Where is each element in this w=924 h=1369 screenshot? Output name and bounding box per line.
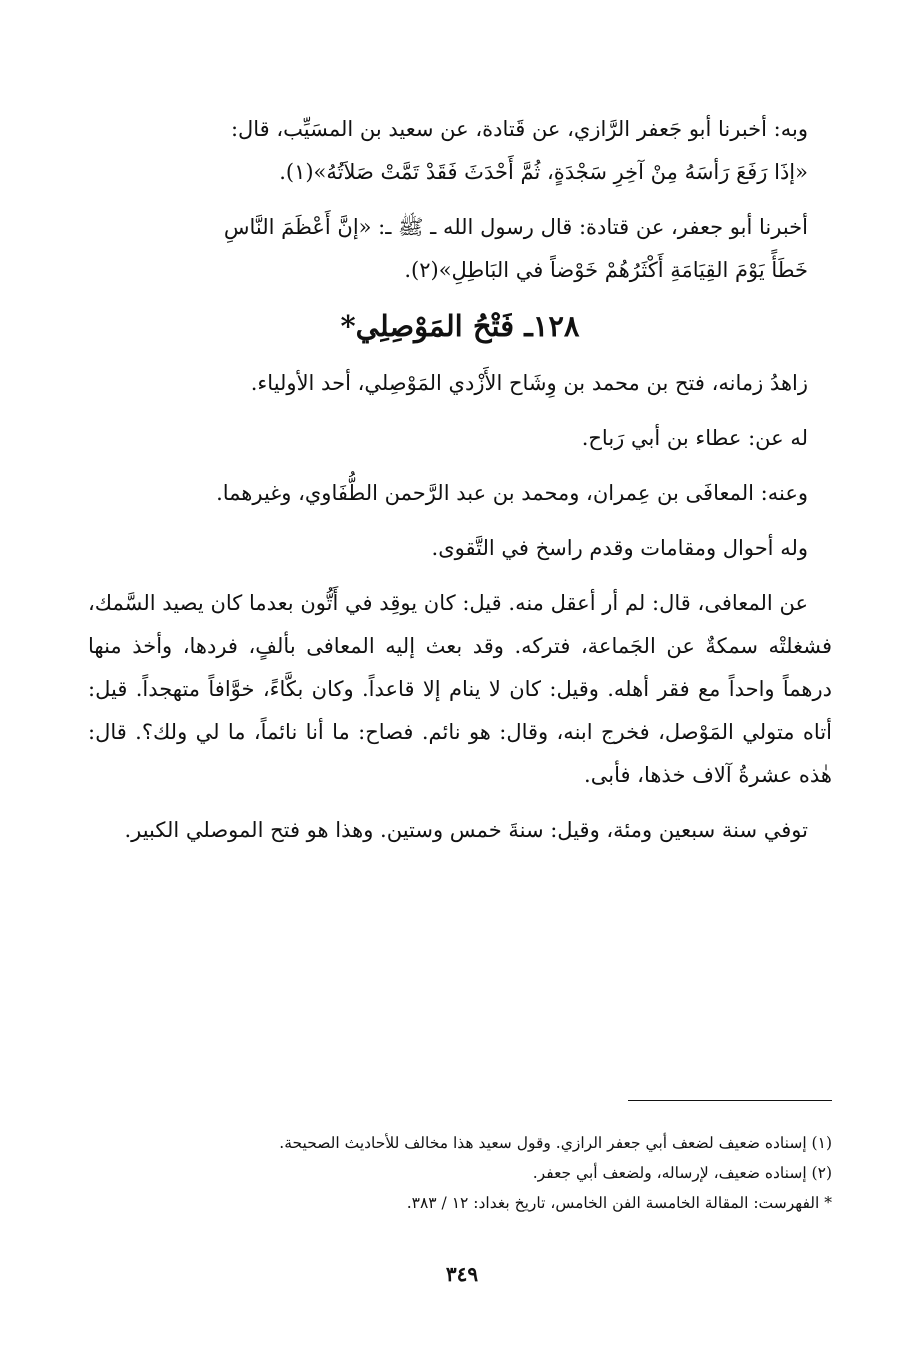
footnotes (88, 1128, 832, 1218)
footnote-source: * الفهرست: المقالة الخامسة الفن الخامس، تاريخ بغداد: ١٢ / ٣٨٣. (406, 1194, 832, 1212)
paragraph-narrates-from: له عن: عطاء بن أبي رَباح. (581, 426, 808, 450)
paragraph-line: وبه: أخبرنا أبو جَعفر الرَّازي، عن قَتادة، عن سعيد بن المسَيِّب، قال: (230, 117, 808, 141)
footnote-separator (628, 1100, 832, 1101)
paragraph-hadith-2 (88, 206, 832, 292)
page-number: ٣٤٩ (445, 1262, 479, 1286)
paragraph-story: عن المعافى، قال: لم أر أعقل منه. قيل: كان يوقِد في أَتُّون بعدما كان يصيد السَّمك، فشغلتْه سمكةٌ عن الجَماعة، فتركه. وقد بعث إليه المعافى بألفٍ، فردها، وأخذ منها درهماً واحداً مع فقر أهله. وقيل: كان لا ينام إلا قاعداً. وكان بكَّاءً، خوَّافاً متهجداً. قيل: أتاه متولي المَوْصل، فخرج ابنه، وقال: هو نائم. فصاح: ما أنا نائماً، ما لي ولك؟. قال: هٰذه عشرةُ آلاف خذها، فأبى. (88, 591, 832, 787)
paragraph-death: توفي سنة سبعين ومئة، وقيل: سنةَ خمس وستين. وهذا هو فتح الموصلي الكبير. (124, 818, 808, 842)
paragraph-narrators: وعنه: المعافَى بن عِمران، ومحمد بن عبد الرَّحمن الطُّفَاوي، وغيرهما. (216, 481, 808, 505)
biography-heading: ١٢٨ـ فَتْحُ المَوْصِلِي* (340, 309, 580, 343)
footnote-1: (١) إسناده ضعيف لضعف أبي جعفر الرازي. وقول سعيد هذا مخالف للأحاديث الصحيحة. (279, 1134, 832, 1152)
footnote-2: (٢) إسناده ضعيف، لإرساله، ولضعف أبي جعفر. (532, 1164, 832, 1182)
paragraph-hadith-1 (88, 108, 832, 194)
paragraph-line: أخبرنا أبو جعفر، عن قتادة: قال رسول الله ـ ﷺ ـ: «إنَّ أَعْظَمَ النَّاسِ (223, 215, 808, 239)
paragraph-line: «إذَا رَفَعَ رَأسَهُ مِنْ آخِرِ سَجْدَةٍ، ثُمَّ أَحْدَثَ فَقَدْ تَمَّتْ صَلاَتُهُ»(١). (279, 160, 808, 184)
paragraph-intro: زاهدُ زمانه، فتح بن محمد بن وِشَاح الأَزْدي المَوْصِلي، أحد الأولياء. (250, 371, 808, 395)
paragraph-line: خَطَأً يَوْمَ القِيَامَةِ أَكْثَرُهُمْ خَوْضاً في البَاطِلِ»(٢). (404, 258, 808, 282)
paragraph-states: وله أحوال ومقامات وقدم راسخ في التَّقوى. (431, 536, 808, 560)
